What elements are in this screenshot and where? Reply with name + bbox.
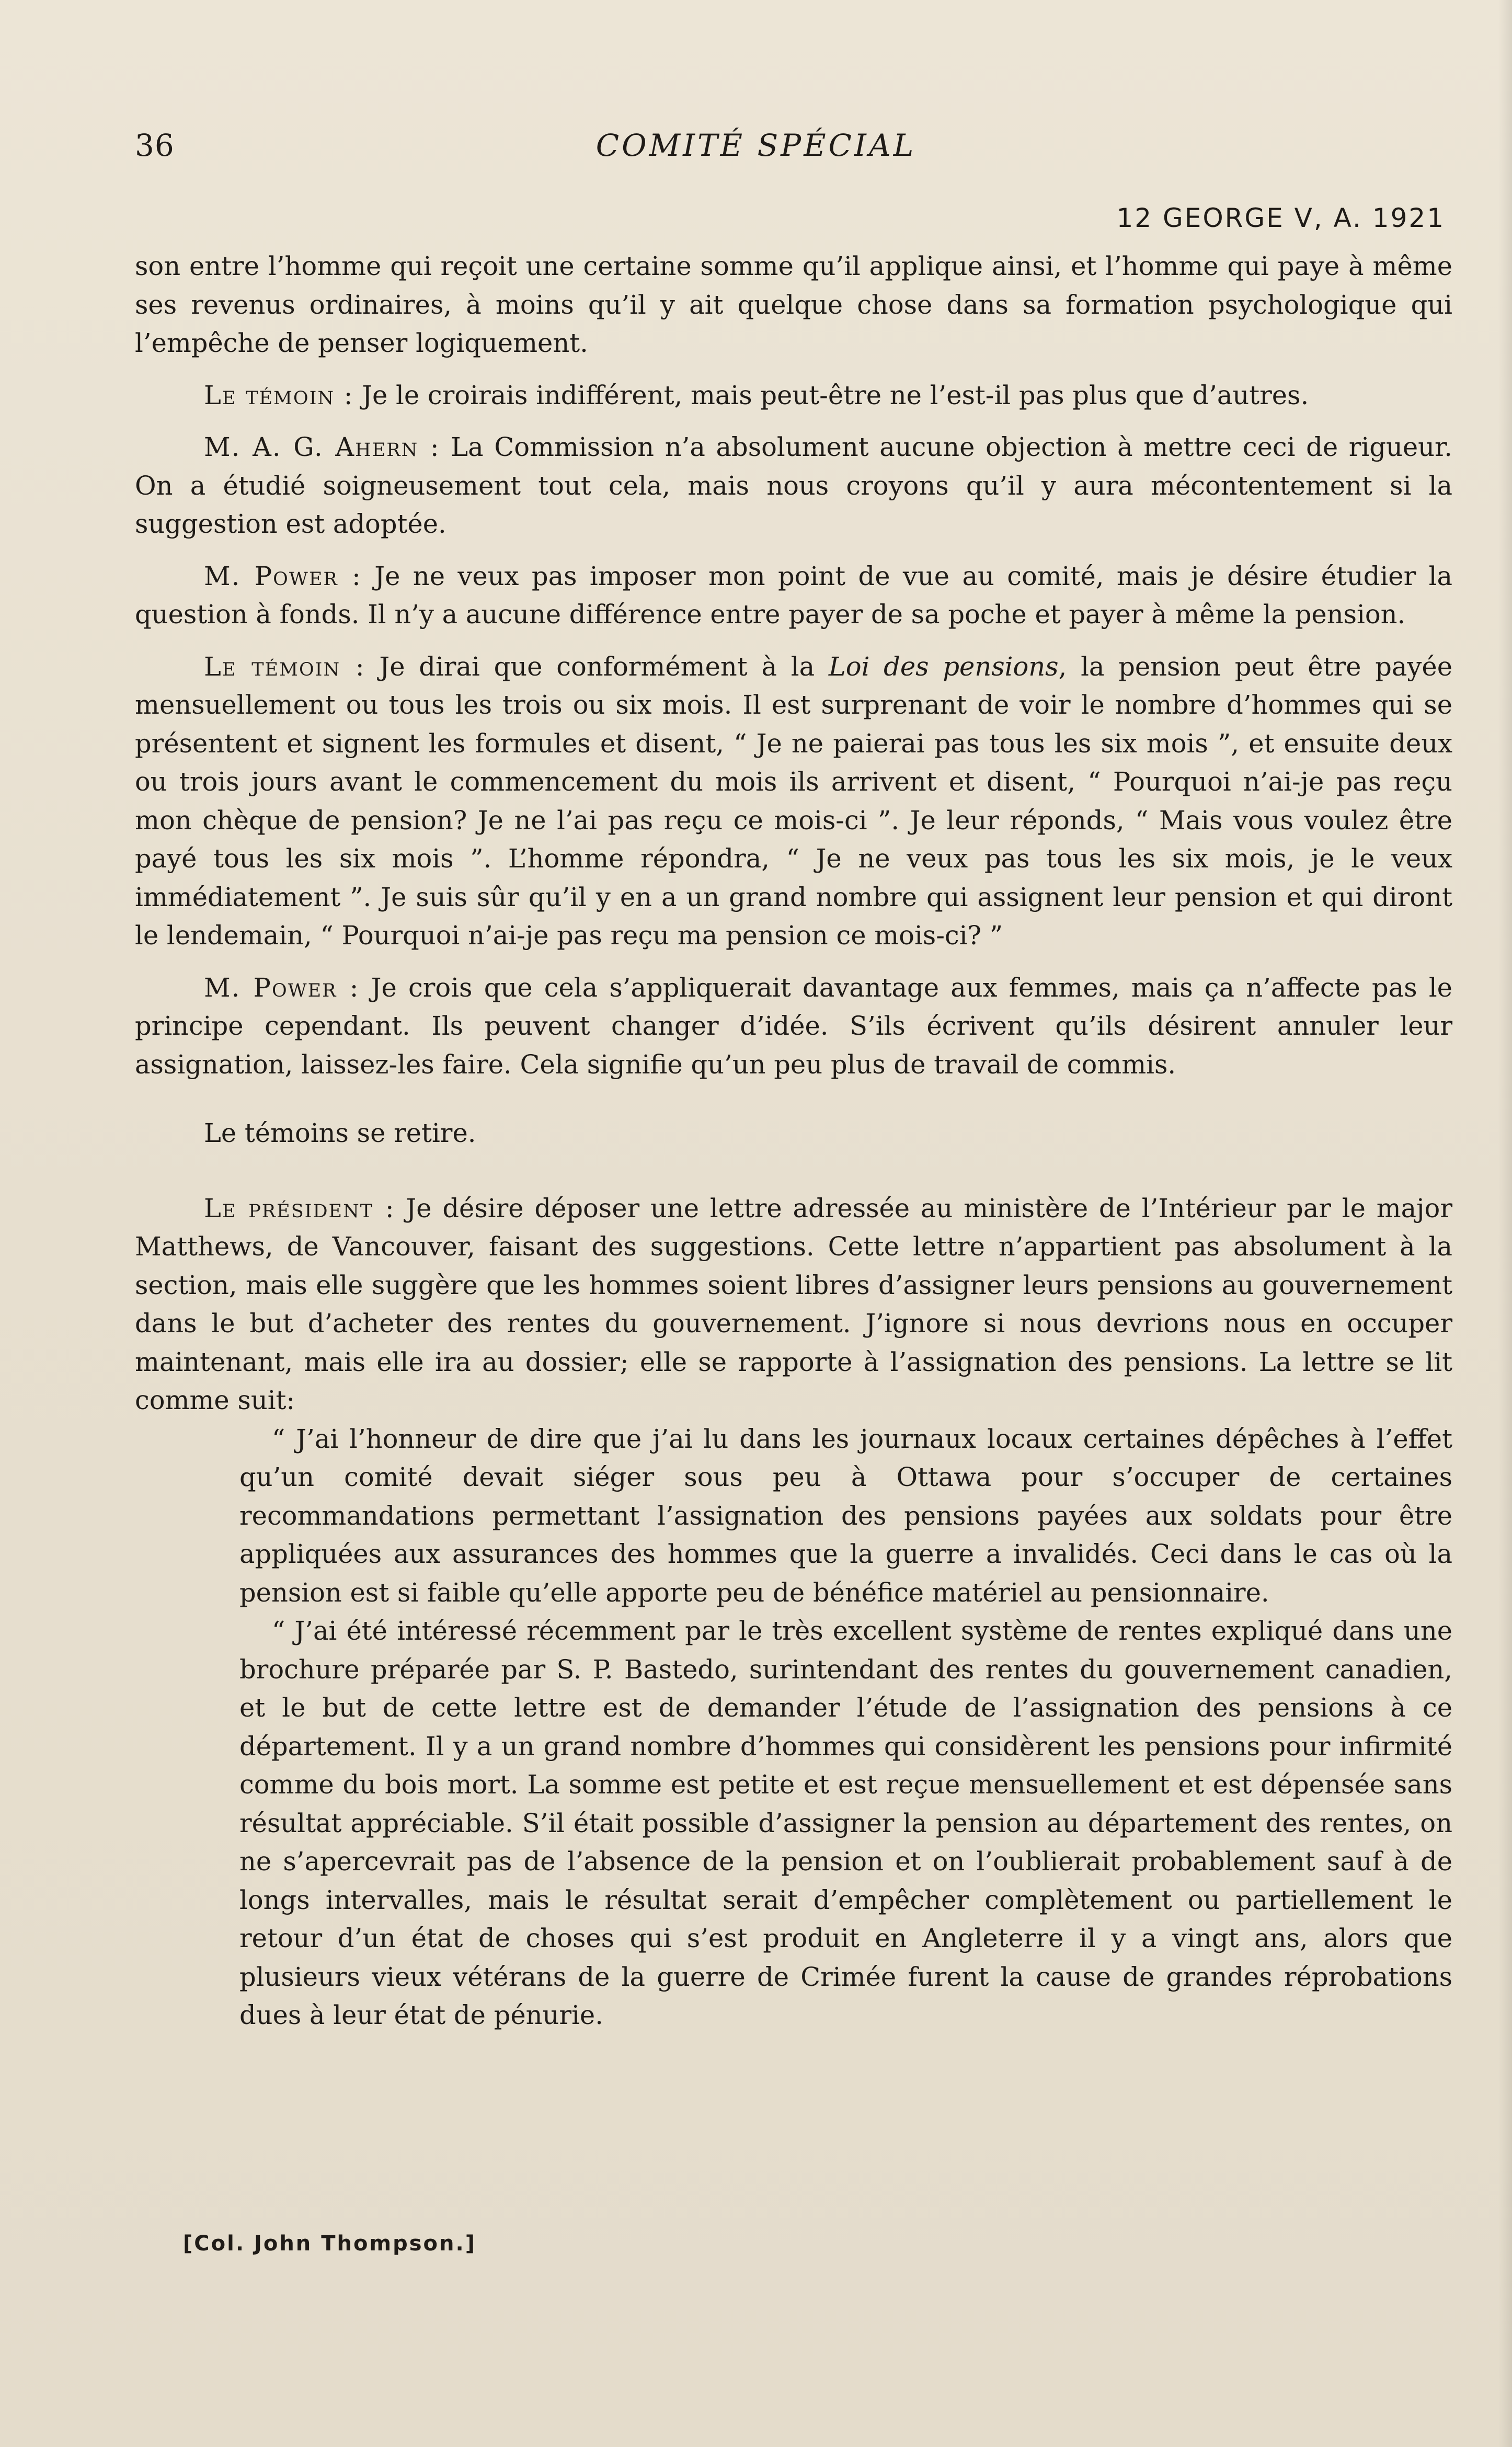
speaker-name: M. Power : (204, 561, 362, 591)
session-reference: 12 GEORGE V, A. 1921 (1116, 203, 1445, 233)
paragraph-temoin-2: Le témoin : Je dirai que conformément à la Loi des pensions, la pension peut être payée mensuellement ou tous les trois ou six mois. Il est surprenant de voir le nombre d’hommes qui se présentent et signent les formules et disent, “ Je ne paierai pas tous les six mois ”, et ensuite deux ou trois jours avant le commencement du mois ils arrivent et disent, “ Pourquoi n’ai-je pas reçu mon chèque de pension? Je ne l’ai pas reçu ce mois-ci ”. Je leur réponds, “ Mais vous voulez être payé tous les six mois ”. L’homme répondra, “ Je ne veux pas tous les six mois, je le veux immédiatement ”. Je suis sûr qu’il y en a un grand nombre qui assignent leur pension et qui diront le lendemain, “ Pourquoi n’ai-je pas reçu ma pension ce mois-ci? ” (135, 651, 1452, 951)
paragraph-continuation: son entre l’homme qui reçoit une certaine somme qu’il applique ainsi, et l’homme qui paye à même ses revenus ordinaires, à moins qu’il y ait quelque chose dans sa formation psychologique qui l’empêche de penser logiquement. (135, 251, 1452, 358)
witness-retires-note: Le témoins se retire. (204, 1118, 476, 1148)
letter-paragraph: “ J’ai été intéressé récemment par le très excellent système de rentes expliqué dans une brochure préparée par S. P. Bastedo, surintendant des rentes du gouvernement canadien, et le but de cette lettre est de demander l’étude de l’assignation des pensions à ce département. Il y a un grand nombre d’hommes qui considèrent les pensions pour infirmité comme du bois mort. La somme est petite et est reçue mensuellement et est dépensée sans résultat appréciable. S’il était possible d’assigner la pension au département des rentes, on ne s’apercevrait pas de l’absence de la pension et on l’oublierait probablement sauf à de longs intervalles, mais le résultat serait d’empêcher complètement ou partiellement le retour d’un état de choses qui s’est produit en Angleterre il y a vingt ans, alors que plusieurs vieux vétérans de la guerre de Crimée furent la cause de grandes réprobations dues à leur état de pénurie. (239, 1616, 1452, 2030)
page-number: 36 (135, 128, 175, 163)
speaker-name: M. A. G. Ahern : (204, 432, 440, 462)
paragraph-power-2: M. Power : Je crois que cela s’appliquerait davantage aux femmes, mais ça n’affecte pas le principe cependant. Ils peuvent changer d’idée. S’ils écrivent qu’ils désirent annuler leur assignation, laissez-les faire. Cela signifie qu’un peu plus de travail de commis. (135, 972, 1452, 1080)
paragraph-temoin-1: Le témoin : Je le croirais indifférent, mais peut-être ne l’est-il pas plus que d’autres. (204, 380, 1309, 410)
page-edge-shadow (1498, 0, 1512, 2447)
paragraph-president: Le président : Je désire déposer une lettre adressée au ministère de l’Intérieur par le major Matthews, de Vancouver, faisant des suggestions. Cette lettre n’appartient pas absolument à la section, mais elle suggère que les hommes soient libres d’assigner leurs pensions au gouvernement dans le but d’acheter des rentes du gouvernement. J’ignore si nous devrions nous en occuper maintenant, mais elle ira au dossier; elle se rapporte à l’assignation des pensions. La lettre se lit comme suit: (135, 1193, 1452, 1415)
footer-signature: [Col. John Thompson.] (183, 2232, 476, 2256)
running-title: COMITÉ SPÉCIAL (595, 128, 917, 163)
paragraph-ahern: M. A. G. Ahern : La Commission n’a absolument aucune objection à mettre ceci de rigueur. On a étudié soigneusement tout cela, mais nous croyons qu’il y aura mécontentement si la suggestion est adoptée. (135, 432, 1452, 539)
speaker-name: Le président : (204, 1193, 395, 1224)
law-title: Loi des pensions (828, 651, 1059, 682)
body-text (135, 247, 1452, 2035)
speaker-name: Le témoin : (204, 380, 354, 410)
letter-paragraph: “ J’ai l’honneur de dire que j’ai lu dans les journaux locaux certaines dépêches à l’effet qu’un comité devait siéger sous peu à Ottawa pour s’occuper de certaines recommandations permettant l’assignation des pensions payées aux soldats pour être appliquées aux assurances des hommes que la guerre a invalidés. Ceci dans le cas où la pension est si faible qu’elle apporte peu de bénéfice matériel au pensionnaire. (239, 1423, 1452, 1608)
speaker-name: M. Power : (204, 972, 360, 1003)
letter-quote (239, 1420, 1452, 2035)
paragraph-power-1: M. Power : Je ne veux pas imposer mon point de vue au comité, mais je désire étudier la question à fonds. Il n’y a aucune différence entre payer de sa poche et payer à même la pension. (135, 561, 1452, 630)
speaker-name: Le témoin : (204, 651, 365, 682)
